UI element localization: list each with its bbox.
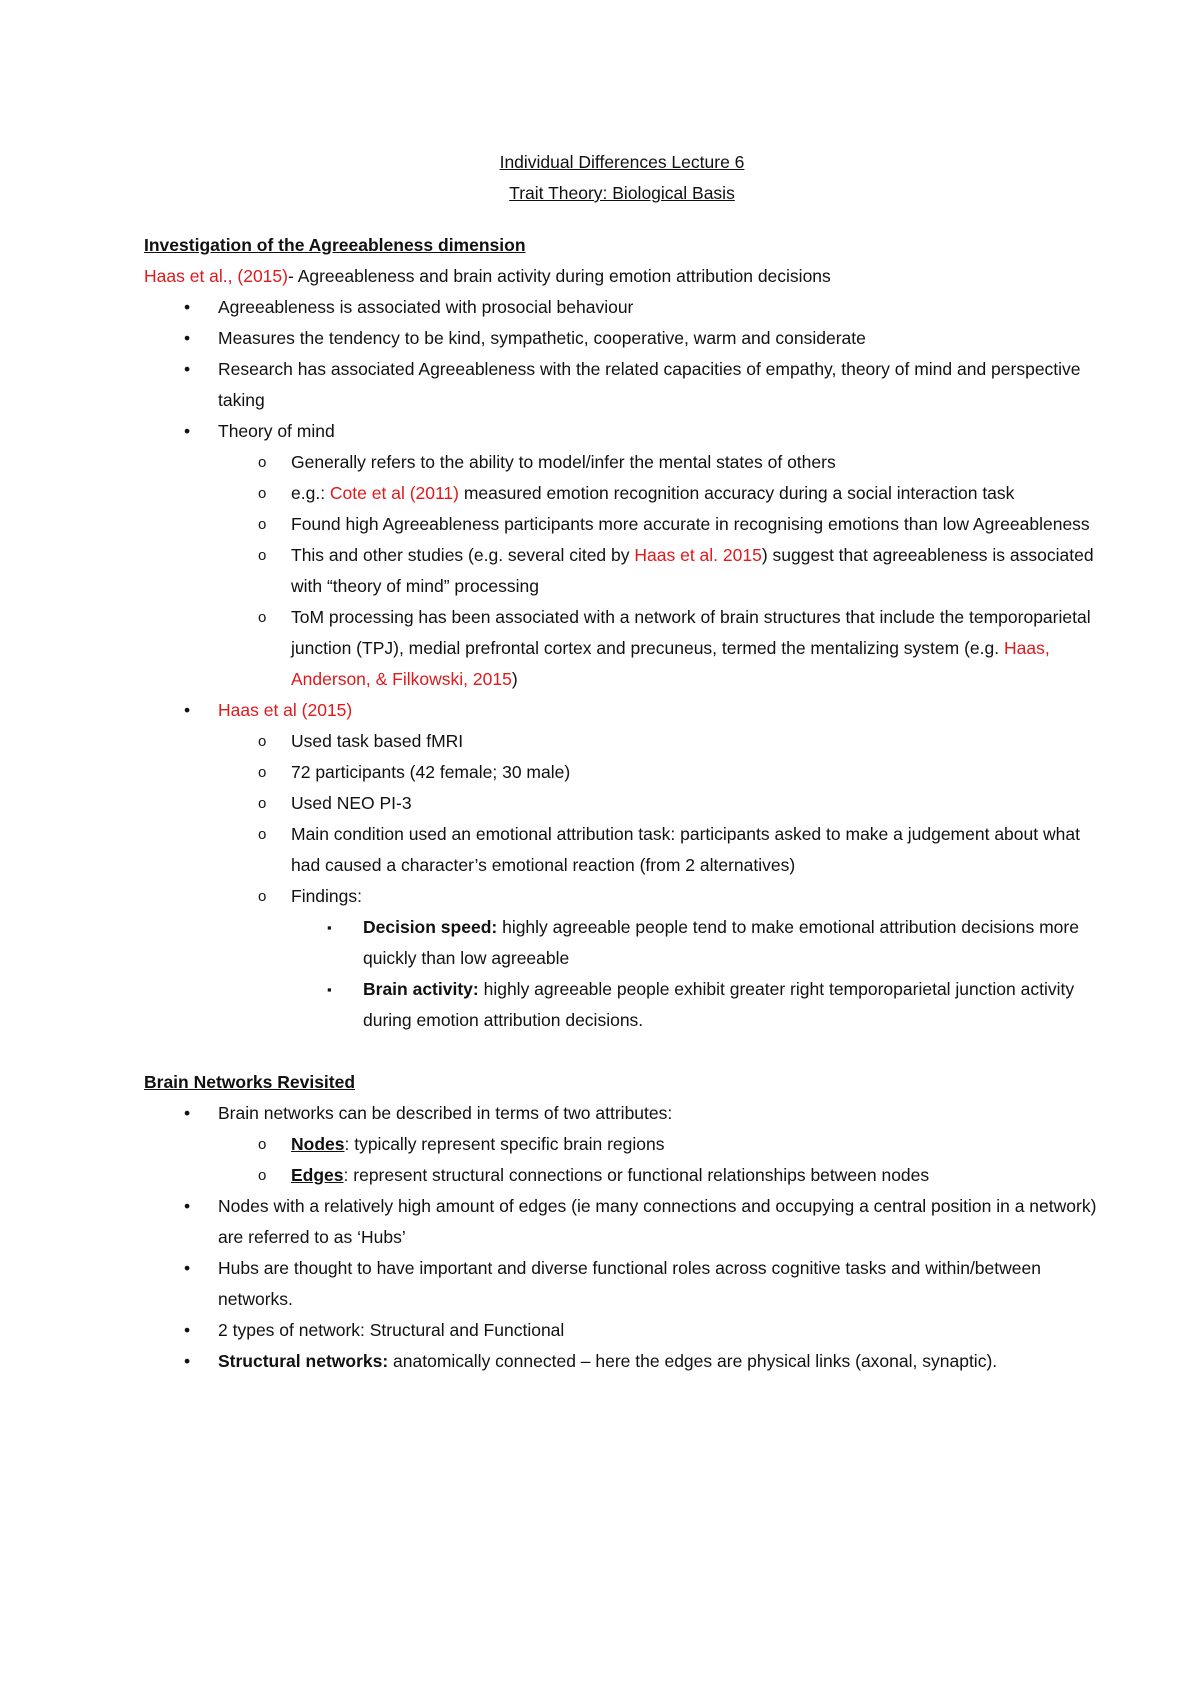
sub-list-item: o e.g.: Cote et al (2011) measured emotion recognition accuracy during a social interaction task [218,478,1100,509]
sub-marker: o [258,733,267,750]
sub-sub-list-item: ▪ Decision speed: highly agreeable people tend to make emotional attribution decisions more quickly than low agreeable [291,912,1100,974]
bullet-marker: • [184,421,191,441]
sub-list-item: o 72 participants (42 female; 30 male) [218,757,1100,788]
document-title: Individual Differences Lecture 6 [499,152,745,172]
sub-marker: o [258,1136,267,1153]
list-item: • Structural networks: anatomically connected – here the edges are physical links (axonal, synaptic). [144,1346,1100,1377]
square-marker: ▪ [327,982,332,997]
sub-list [218,447,1100,695]
section-brain-networks [144,1067,1100,1377]
bullet-marker: • [184,359,191,379]
citation: Cote et al (2011) [329,483,459,503]
sub-marker: o [258,454,267,471]
citation: Haas et al. 2015 [634,545,762,565]
bullet-marker: • [184,328,191,348]
list-item: • Research has associated Agreeableness with the related capacities of empathy, theory of mind and perspective taking [144,354,1100,416]
sub-marker: o [258,888,267,905]
list-item: • Nodes with a relatively high amount of edges (ie many connections and occupying a central position in a network) are referred to as ‘Hubs’ [144,1191,1100,1253]
sub-marker: o [258,547,267,564]
sub-list-item: o ToM processing has been associated with a network of brain structures that include the temporoparietal junction (TPJ), medial prefrontal cortex and precuneus, termed the mentalizing system (e.g. Haas, Anderson, & Filkowski, 2015) [218,602,1100,695]
list-item: • Theory of mind o Generally refers to the ability to model/infer the mental states of others o e.g.: Cote et al (2011) measured emotion recognition accuracy during a social interaction task o Found high Agreeableness participants more accurate in recognising emotions than low Agreeableness o This and other studies (e.g. several cited by Haas et al. 2015) suggest that agreeableness is associated with “theory of mind” processing o ToM processing has been associated with a network of brain structures that include the temporoparietal junction (TPJ), medial prefrontal cortex and precuneus, termed the mentalizing system (e.g. Haas, Anderson, & Filkowski, 2015) [144,416,1100,695]
sub-list [218,1129,1100,1191]
bullet-marker: • [184,1258,191,1278]
list-item: • Brain networks can be described in terms of two attributes: o Nodes: typically represent specific brain regions o Edges: represent structural connections or functional relationships between nodes [144,1098,1100,1191]
sub-list-item: o Used task based fMRI [218,726,1100,757]
citation: Haas et al (2015) [218,700,353,720]
sub-marker: o [258,826,267,843]
sub-list-item: o Found high Agreeableness participants more accurate in recognising emotions than low Agreeableness [218,509,1100,540]
bullet-marker: • [184,297,191,317]
list-item: • Hubs are thought to have important and diverse functional roles across cognitive tasks and within/between networks. [144,1253,1100,1315]
bullet-marker: • [184,700,191,720]
list-item: • Measures the tendency to be kind, sympathetic, cooperative, warm and considerate [144,323,1100,354]
bullet-list [144,292,1100,1036]
list-item [144,695,1100,1036]
bullet-marker: • [184,1103,191,1123]
intro-line: Haas et al., (2015)- Agreeableness and brain activity during emotion attribution decisions [144,266,831,286]
sub-list-item: o Generally refers to the ability to model/infer the mental states of others [218,447,1100,478]
citation: Haas, Anderson, & Filkowski, 2015 [291,638,1050,689]
sub-list-item: o Edges: represent structural connections or functional relationships between nodes [218,1160,1100,1191]
citation: Haas et al., (2015) [144,266,288,286]
sub-list [218,726,1100,1036]
section-heading: Investigation of the Agreeableness dimension [144,235,526,255]
sub-marker: o [258,795,267,812]
sub-list-item: o This and other studies (e.g. several cited by Haas et al. 2015) suggest that agreeableness is associated with “theory of mind” processing [218,540,1100,602]
sub-sub-list [291,912,1100,1036]
bullet-marker: • [184,1320,191,1340]
bullet-list [144,1098,1100,1377]
sub-list-item: o Findings: ▪ Decision speed: highly agreeable people tend to make emotional attribution decisions more quickly than low agreeable ▪ Brain activity: highly agreeable people exhibit greater right temporoparietal junction activity during emotion attribution decisions. [218,881,1100,1036]
sub-marker: o [258,516,267,533]
document-subtitle: Trait Theory: Biological Basis [509,183,735,203]
sub-marker: o [258,764,267,781]
sub-marker: o [258,485,267,502]
list-item: • 2 types of network: Structural and Functional [144,1315,1100,1346]
bullet-marker: • [184,1196,191,1216]
sub-list-item: o Used NEO PI-3 [218,788,1100,819]
sub-list-item: o Main condition used an emotional attribution task: participants asked to make a judgement about what had caused a character’s emotional reaction (from 2 alternatives) [218,819,1100,881]
sub-list-item: o Nodes: typically represent specific brain regions [218,1129,1100,1160]
bullet-marker: • [184,1351,191,1371]
list-item: • Agreeableness is associated with prosocial behaviour [144,292,1100,323]
section-heading: Brain Networks Revisited [144,1072,356,1092]
section-agreeableness [144,230,1100,1036]
square-marker: ▪ [327,920,332,935]
sub-marker: o [258,1167,267,1184]
sub-sub-list-item: ▪ Brain activity: highly agreeable people exhibit greater right temporoparietal junction activity during emotion attribution decisions. [291,974,1100,1036]
sub-marker: o [258,609,267,626]
title-block [144,147,1100,209]
